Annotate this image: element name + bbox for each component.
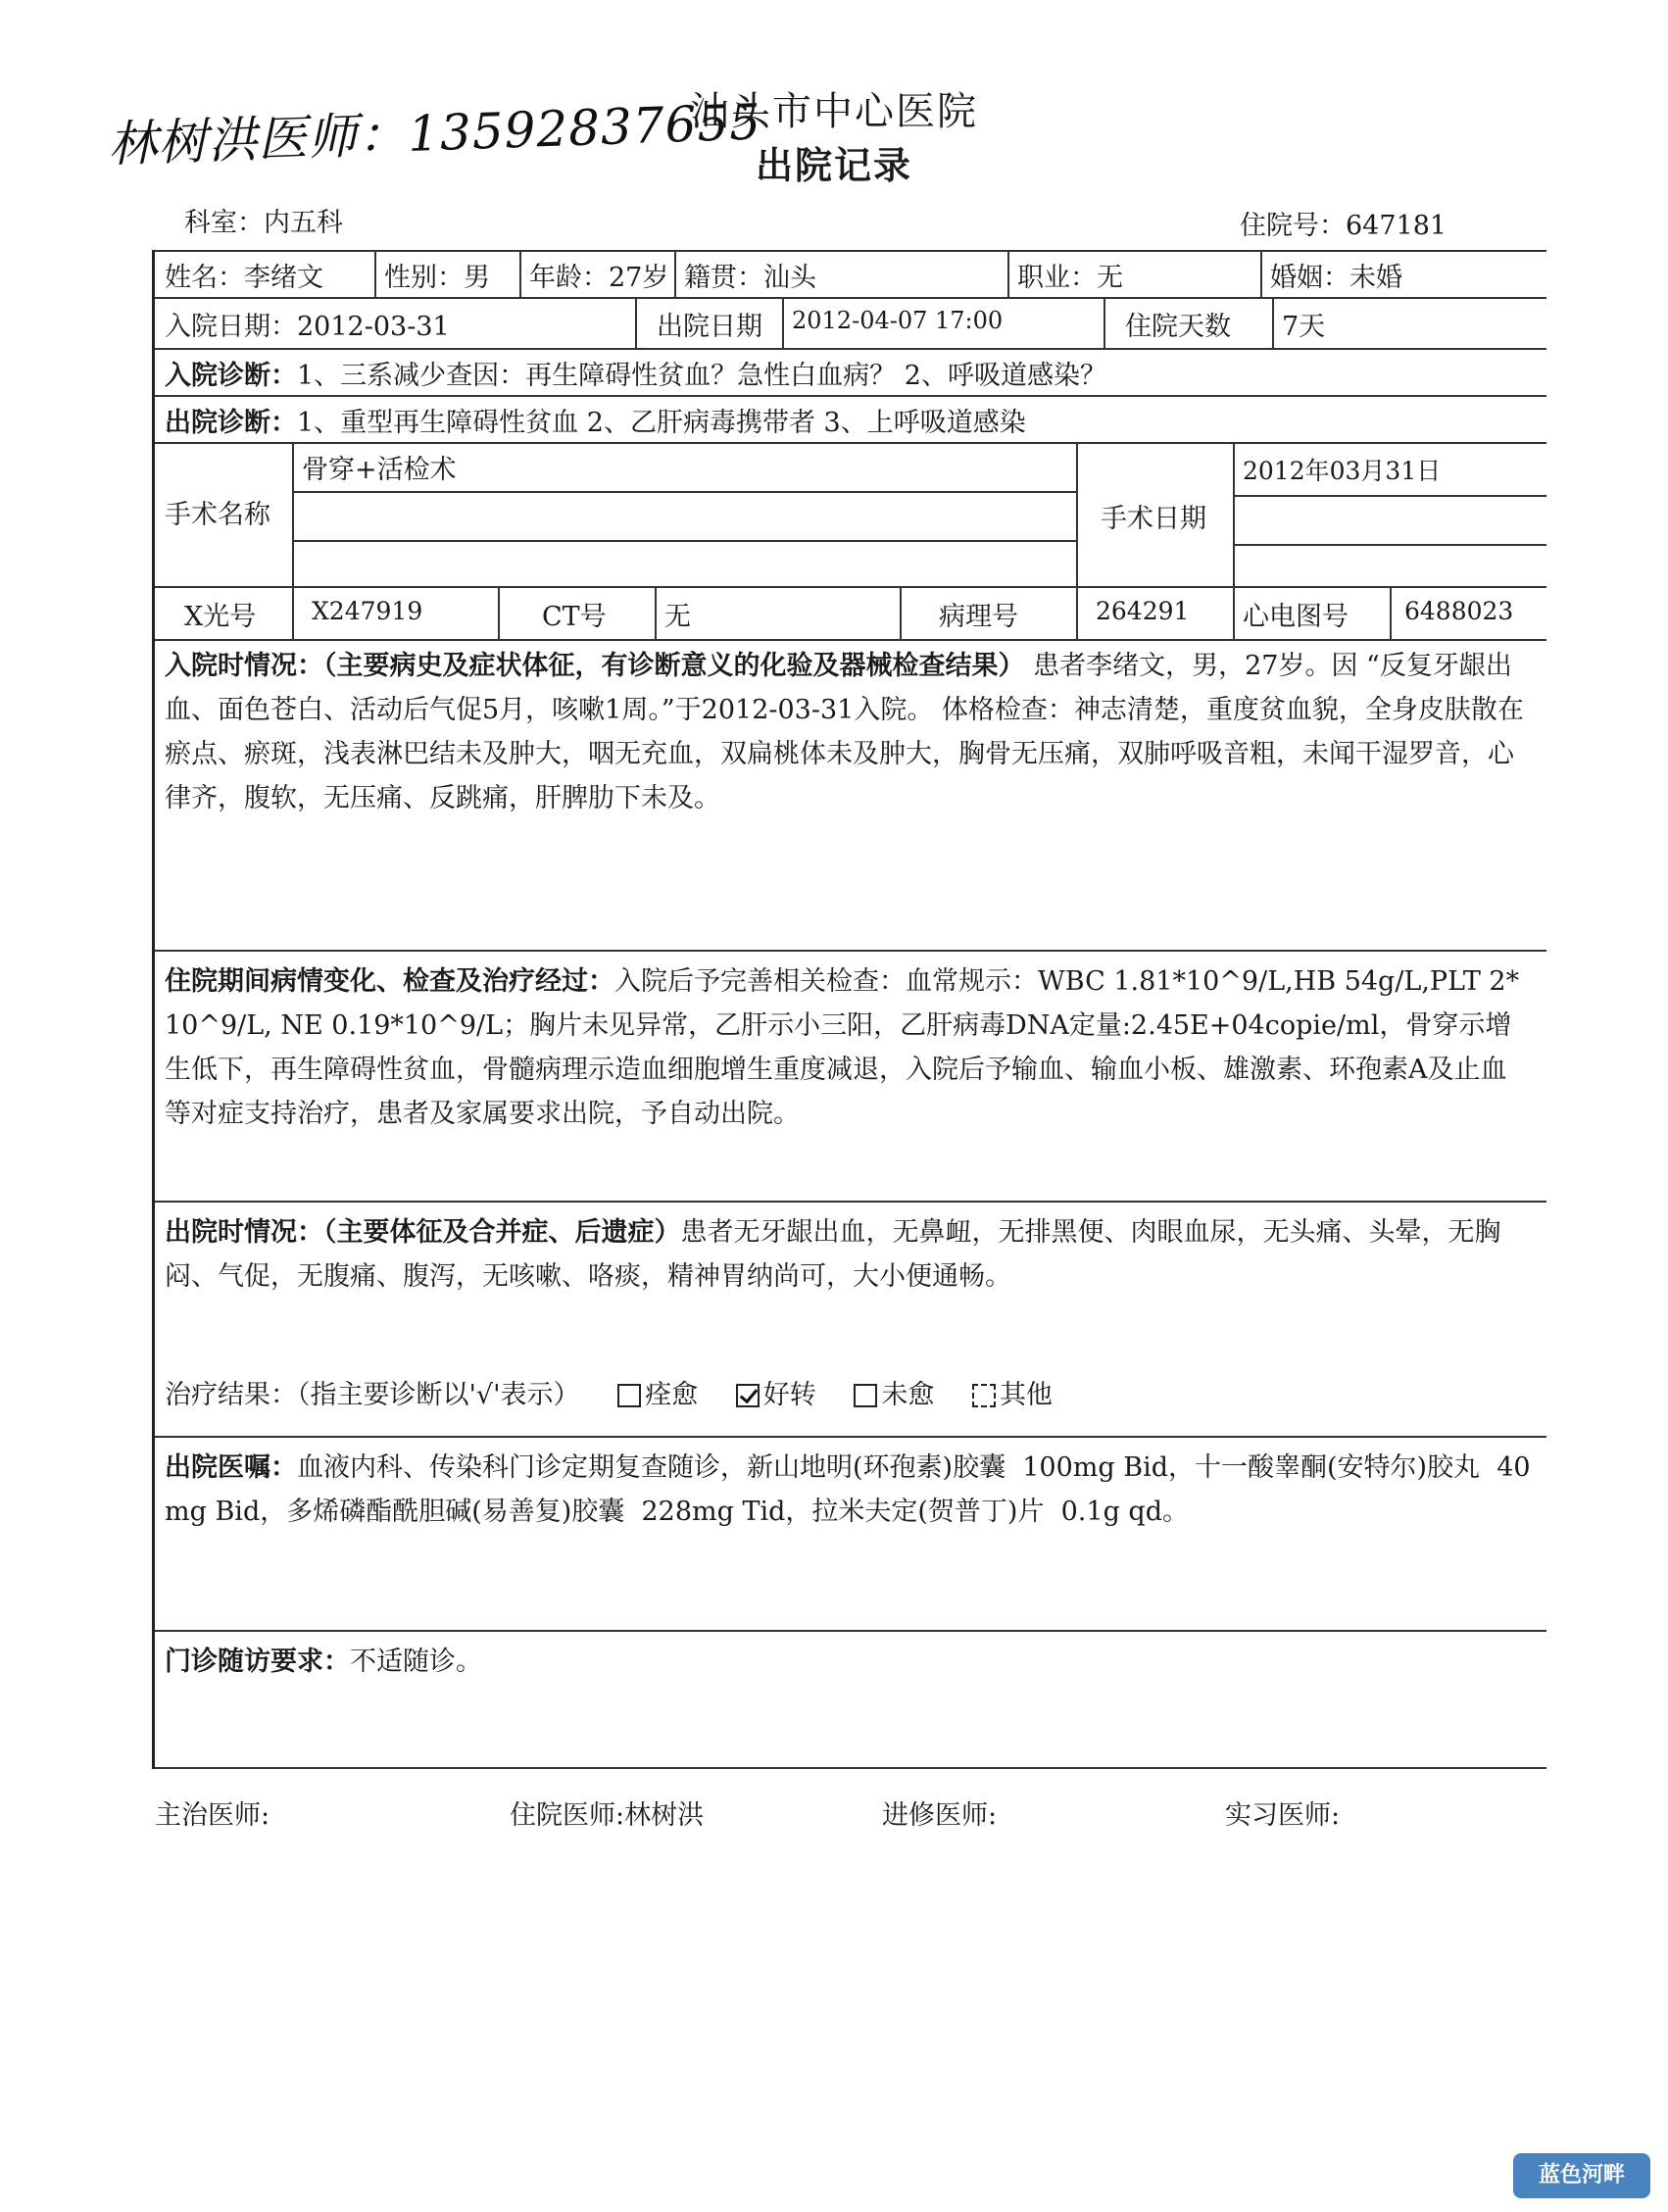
patient-native-place: 籍贯：汕头 <box>684 263 816 293</box>
handwritten-doctor-contact: 林树洪医师：13592837655 <box>107 93 762 173</box>
discharge-status-text: 患者无牙龈出血，无鼻衄，无排黑便、肉眼血尿，无头痛、头晕，无胸闷、气促，无腹痛、腹泻，无咳嗽、咯痰，精神胃纳尚可，大小便通畅。 <box>165 1217 1501 1292</box>
result-option-cured-label: 痊愈 <box>645 1380 699 1410</box>
discharge-status-label: 出院时情况：（主要体征及合并症、后遗症） <box>165 1217 681 1248</box>
treatment-result <box>165 1373 1053 1411</box>
checkbox-cured[interactable] <box>617 1384 641 1407</box>
result-option-improved[interactable] <box>736 1380 816 1410</box>
followup-label: 门诊随访要求： <box>165 1647 350 1677</box>
ecg-value: 6488023 <box>1404 597 1514 625</box>
admission-date: 入院日期：2012-03-31 <box>165 312 450 342</box>
hospital-course <box>165 959 1532 1136</box>
site-watermark-logo: 蓝色河畔 <box>1513 2153 1650 2198</box>
admission-status-label: 入院时情况：（主要病史及症状体征，有诊断意义的化验及器械检查结果） <box>165 651 1025 681</box>
discharge-diagnosis-label: 出院诊断： <box>165 408 297 438</box>
result-option-improved-label: 好转 <box>762 1380 816 1410</box>
followup-requirement <box>165 1640 1532 1684</box>
followup-text: 不适随诊。 <box>350 1647 482 1677</box>
hospital-course-label: 住院期间病情变化、检查及治疗经过： <box>165 966 614 997</box>
admission-diagnosis-text: 1、三系减少查因：再生障碍性贫血？急性白血病？ 2、呼吸道感染？ <box>297 361 1106 391</box>
discharge-status <box>165 1210 1532 1299</box>
result-option-not-cured[interactable] <box>854 1380 934 1410</box>
attending-physician: 主治医师: <box>155 1800 270 1831</box>
surgery-name-label: 手术名称 <box>165 500 270 530</box>
trainee-physician: 进修医师: <box>882 1800 998 1831</box>
admission-number: 住院号：647181 <box>1240 211 1447 241</box>
xray-label: X光号 <box>184 602 257 632</box>
checkbox-not-cured[interactable] <box>854 1384 877 1407</box>
intern-physician: 实习医师: <box>1225 1800 1341 1831</box>
hospital-days-label: 住院天数 <box>1125 312 1231 342</box>
discharge-diagnosis <box>165 401 1026 439</box>
discharge-date-value: 2012-04-07 17:00 <box>792 307 1004 334</box>
checkbox-other[interactable] <box>972 1384 996 1407</box>
patient-name: 姓名：李绪文 <box>165 263 323 293</box>
patient-marital-status: 婚姻：未婚 <box>1270 263 1402 293</box>
discharge-orders <box>165 1446 1532 1534</box>
checkbox-improved[interactable] <box>736 1384 760 1407</box>
patient-occupation: 职业：无 <box>1017 263 1123 293</box>
document-title: 出院记录 <box>755 143 912 187</box>
result-option-not-cured-label: 未愈 <box>881 1380 935 1410</box>
department: 科室：内五科 <box>184 208 343 238</box>
discharge-record-form <box>152 250 1544 1769</box>
ct-value: 无 <box>664 602 691 632</box>
result-option-other-label: 其他 <box>999 1380 1053 1410</box>
admission-status-text: 患者李绪文，男，27岁。因 “反复牙龈出血、面色苍白、活动后气促5月，咳嗽1周。”于2012-03-31入院。 体格检查：神志清楚，重度贫血貌，全身皮肤散在瘀点、瘀斑，浅表淋巴结未及肿大，咽无充血，双扁桃体未及肿大，胸骨无压痛，双肺呼吸音粗，未闻干湿罗音，心律齐，腹软，无压痛、反跳痛，肝脾肋下未及。 <box>165 651 1524 813</box>
surgery-name-value: 骨穿+活检术 <box>302 455 457 485</box>
admission-status <box>165 644 1532 820</box>
ecg-label: 心电图号 <box>1243 602 1349 632</box>
surgery-date-value: 2012年03月31日 <box>1243 457 1442 485</box>
discharge-orders-text: 血液内科、传染科门诊定期复查随诊，新山地明(环孢素)胶囊 100mg Bid，十一酸睾酮(安特尔)胶丸 40mg Bid，多烯磷酯酰胆碱(易善复)胶囊 228mg Tid，拉米夫定(贺普丁)片 0.1g qd。 <box>165 1452 1531 1527</box>
result-option-other[interactable] <box>972 1380 1053 1410</box>
discharge-diagnosis-text: 1、重型再生障碍性贫血 2、乙肝病毒携带者 3、上呼吸道感染 <box>297 408 1026 438</box>
treatment-result-label: 治疗结果：（指主要诊断以'√'表示） <box>165 1380 580 1410</box>
patient-age: 年龄：27岁 <box>529 263 669 293</box>
surgery-date-label: 手术日期 <box>1101 504 1206 534</box>
discharge-date-label: 出院日期 <box>657 312 762 342</box>
resident-physician: 住院医师:林树洪 <box>510 1800 705 1831</box>
admission-diagnosis-label: 入院诊断： <box>165 361 297 391</box>
patient-sex: 性别：男 <box>384 263 490 293</box>
hospital-course-text: 入院后予完善相关检查：血常规示：WBC 1.81*10^9/L,HB 54g/L,PLT 2*10^9/L, NE 0.19*10^9/L；胸片未见异常，乙肝示小三阳，乙肝病毒DNA定量:2.45E+04copie/ml，骨穿示增生低下，再生障碍性贫血，骨髓病理示造血细胞增生重度减退，入院后予输血、输血小板、雄激素、环孢素A及止血等对症支持治疗，患者及家属要求出院，予自动出院。 <box>165 966 1520 1129</box>
xray-value: X247919 <box>312 597 423 625</box>
hospital-name: 汕头市中心医院 <box>690 89 978 134</box>
discharge-orders-label: 出院医嘱： <box>165 1452 297 1483</box>
admission-diagnosis <box>165 354 1106 392</box>
pathology-label: 病理号 <box>939 602 1018 632</box>
ct-label: CT号 <box>542 602 607 632</box>
pathology-value: 264291 <box>1096 597 1190 625</box>
hospital-days-value: 7天 <box>1282 312 1326 342</box>
result-option-cured[interactable] <box>617 1380 698 1410</box>
